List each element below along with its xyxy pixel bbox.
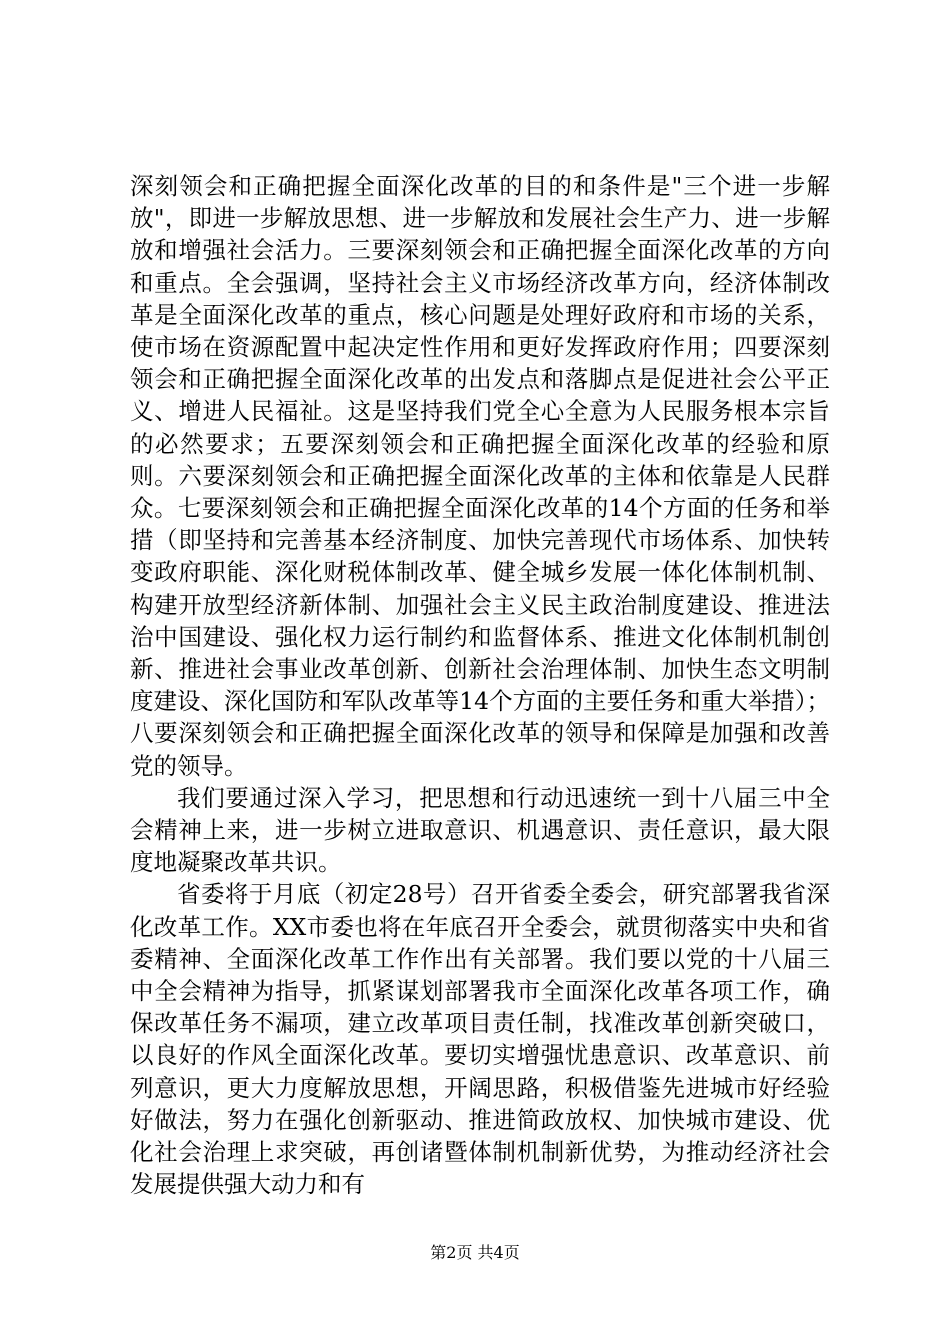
page-footer: 第2页 共4页 bbox=[430, 1243, 520, 1262]
document-body bbox=[130, 170, 830, 1201]
paragraph-3: 省委将于月底（初定28号）召开省委全委会，研究部署我省深化改革工作。XX市委也将在年底召开全委会，就贯彻落实中央和省委精神、全面深化改革工作作出有关部署。我们要以党的十八届三中全会精神为指导，抓紧谋划部署我市全面深化改革各项工作，确保改革任务不漏项，建立改革项目责任制，找准改革创新突破口，以良好的作风全面深化改革。要切实增强忧患意识、改革意识、前列意识，更大力度解放思想，开阔思路，积极借鉴先进城市好经验好做法，努力在强化创新驱动、推进简政放权、加快城市建设、优化社会治理上求突破，再创诸暨体制机制新优势，为推动经济社会发展提供强大动力和有 bbox=[130, 880, 830, 1199]
paragraph-2: 我们要通过深入学习，把思想和行动迅速统一到十八届三中全会精神上来，进一步树立进取意识、机遇意识、责任意识，最大限度地凝聚改革共识。 bbox=[130, 783, 830, 877]
paragraph-1: 深刻领会和正确把握全面深化改革的目的和条件是"三个进一步解放"，即进一步解放思想、进一步解放和发展社会生产力、进一步解放和增强社会活力。三要深刻领会和正确把握全面深化改革的方向和重点。全会强调，坚持社会主义市场经济改革方向，经济体制改革是全面深化改革的重点，核心问题是处理好政府和市场的关系，使市场在资源配置中起决定性作用和更好发挥政府作用；四要深刻领会和正确把握全面深化改革的出发点和落脚点是促进社会公平正义、增进人民福祉。这是坚持我们党全心全意为人民服务根本宗旨的必然要求；五要深刻领会和正确把握全面深化改革的经验和原则。六要深刻领会和正确把握全面深化改革的主体和依靠是人民群众。七要深刻领会和正确把握全面深化改革的14个方面的任务和举措（即坚持和完善基本经济制度、加快完善现代市场体系、加快转变政府职能、深化财税体制改革、健全城乡发展一体化体制机制、构建开放型经济新体制、加强社会主义民主政治制度建设、推进法治中国建设、强化权力运行制约和监督体系、推进文化体制机制创新、推进社会事业改革创新、创新社会治理体制、加快生态文明制度建设、深化国防和军队改革等14个方面的主要任务和重大举措）；八要深刻领会和正确把握全面深化改革的领导和保障是加强和改善党的领导。 bbox=[130, 172, 830, 780]
